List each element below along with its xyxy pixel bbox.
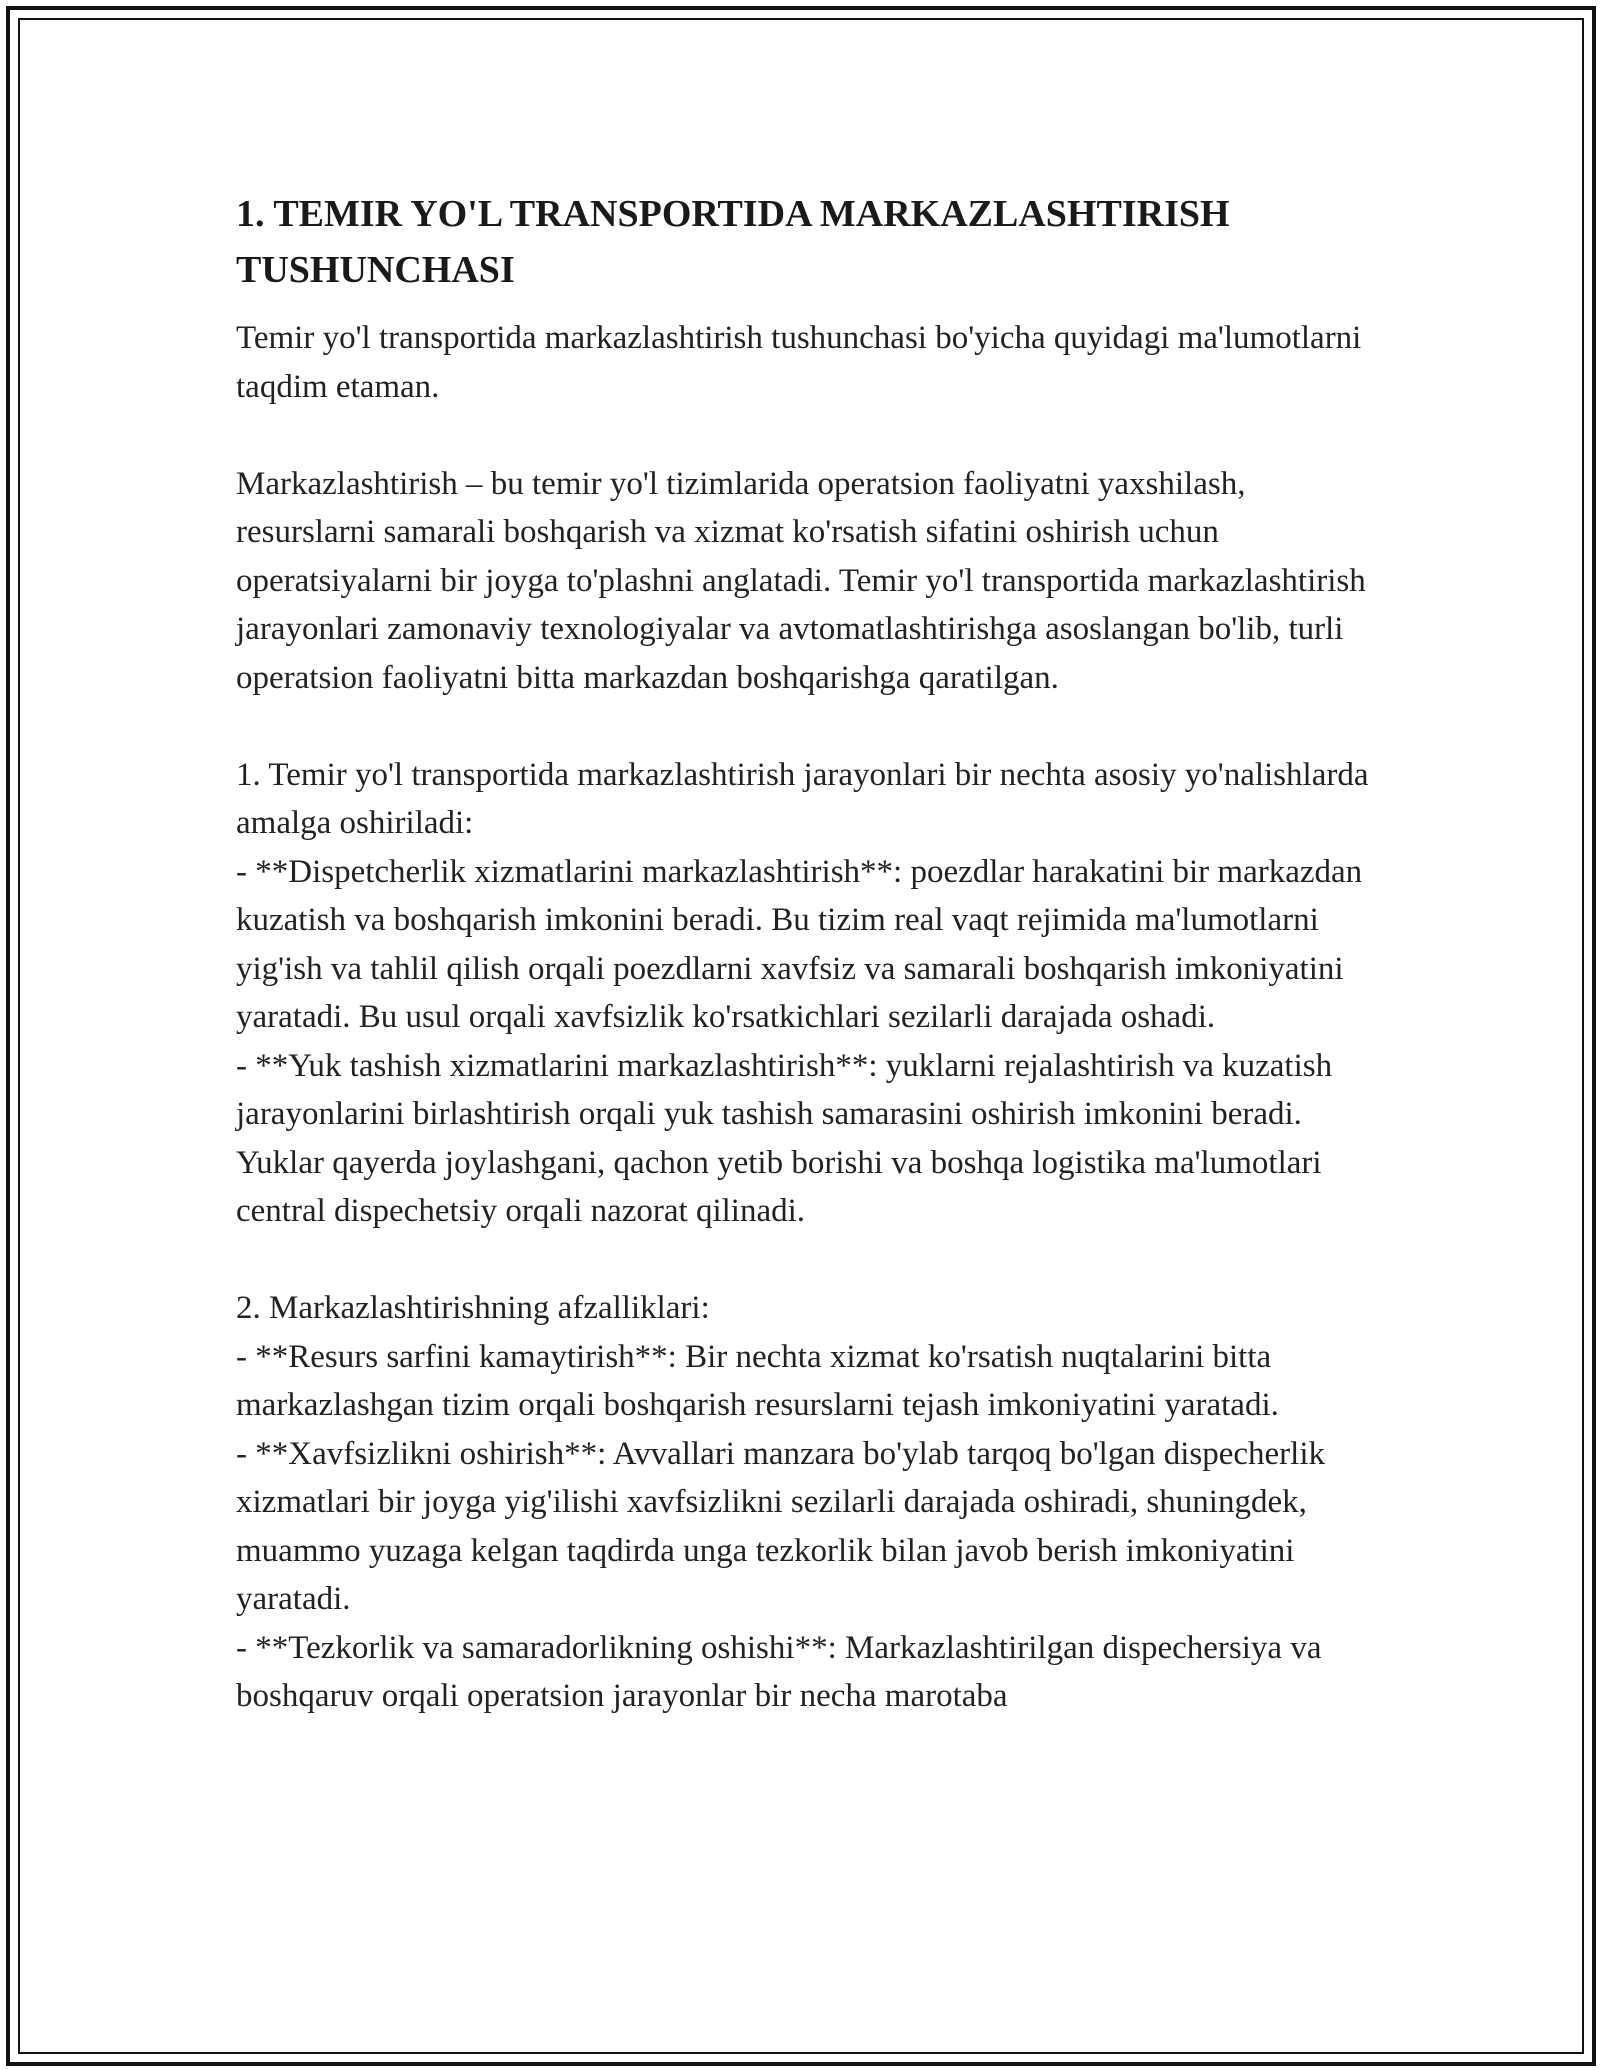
document-title: 1. TEMIR YO'L TRANSPORTIDA MARKAZLASHTIRISH TUSHUNCHASI [236,193,1230,291]
document-page [236,186,1376,1721]
document-body-text: Temir yo'l transportida markazlashtirish tushunchasi bo'yicha quyidagi ma'lumotlarni taqdim etaman. Markazlashtirish – bu temir yo'l tizimlarida operatsion faoliyatni yaxshilash, resurslarni samarali boshqarish va xizmat ko'rsatish sifatini oshirish uchun operatsiyalarni bir joyga to'plashni anglatadi. Temir yo'l transportida markazlashtirish jarayonlari zamonaviy texnologiyalar va avtomatlashtirishga asoslangan bo'lib, turli operatsion faoliyatni bitta markazdan boshqarishga qaratilgan. 1. Temir yo'l transportida markazlashtirish jarayonlari bir nechta asosiy yo'nalishlarda amalga oshiriladi: - **Dispetcherlik xizmatlarini markazlashtirish**: poezdlar harakatini bir markazdan kuzatish va boshqarish imkonini beradi. Bu tizim real vaqt rejimida ma'lumotlarni yig'ish va tahlil qilish orqali poezdlarni xavfsiz va samarali boshqarish imkoniyatini yaratadi. Bu usul orqali xavfsizlik ko'rsatkichlari sezilarli darajada oshadi. - **Yuk tashish xizmatlarini markazlashtirish**: yuklarni rejalashtirish va kuzatish jarayonlarini birlashtirish orqali yuk tashish samarasini oshirish imkonini beradi. Yuklar qayerda joylashgani, qachon yetib borishi va boshqa logistika ma'lumotlari central dispechetsiy orqali nazorat qilinadi. 2. Markazlashtirishning afzalliklari: - **Resurs sarfini kamaytirish**: Bir nechta xizmat ko'rsatish nuqtalarini bitta markazlashgan tizim orqali boshqarish resurslarni tejash imkoniyatini yaratadi. - **Xavfsizlikni oshirish**: Avvallari manzara bo'ylab tarqoq bo'lgan dispecherlik xizmatlari bir joyga yig'ilishi xavfsizlikni sezilarli darajada oshiradi, shuningdek, muammo yuzaga kelgan taqdirda unga tezkorlik bilan javob berish imkoniyatini yaratadi. - **Tezkorlik va samaradorlikning oshishi**: Markazlashtirilgan dispechersiya va boshqaruv orqali operatsion jarayonlar bir necha marotaba [236,320,1369,1714]
